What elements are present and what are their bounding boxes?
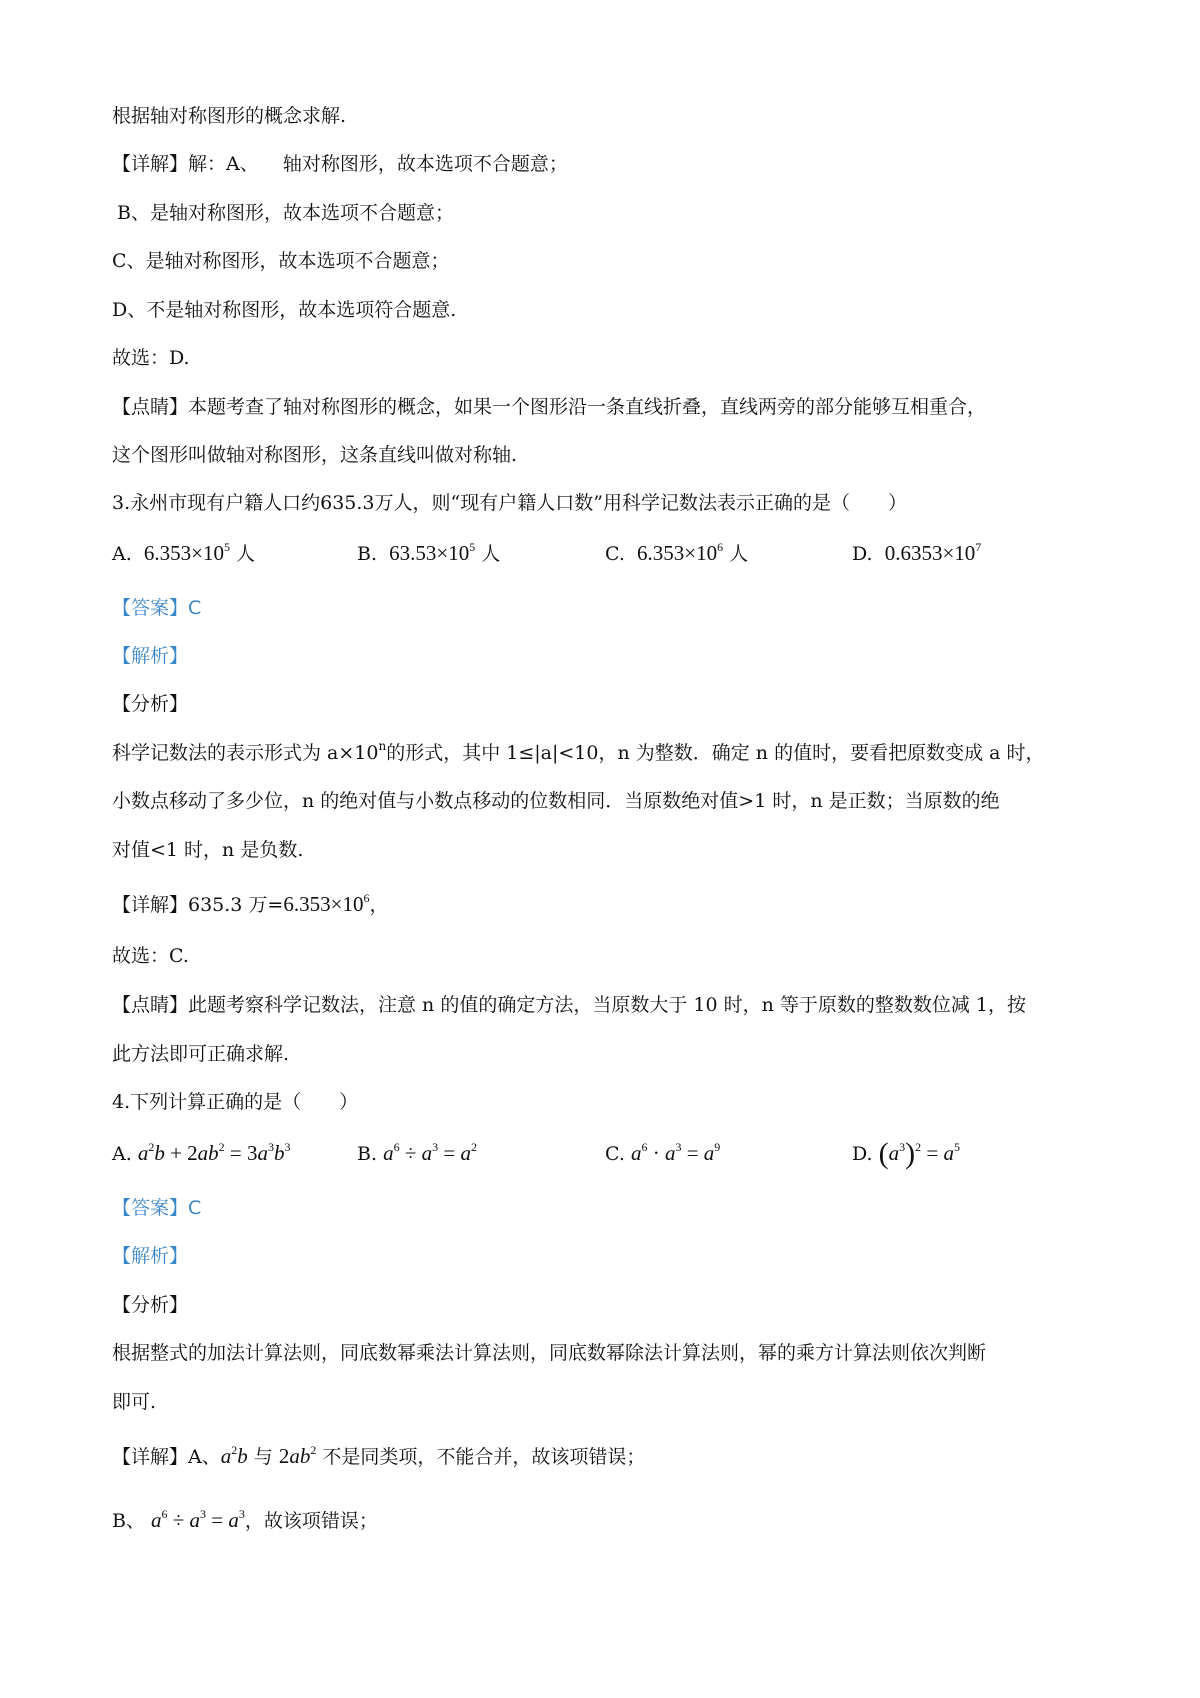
q3-fenxi-line1: 科学记数法的表示形式为 $a\times 10^n$的形式，其中 1≤|a|<10，n 为整数．确定 n 的值时，要看把原数变成 a 时， (112, 739, 1045, 764)
q4-option-b: B. $a^6 \div a^3 = a^2$ (357, 1140, 477, 1165)
q4-detail-a: 【详解】A、$a^2b$ 与 $2ab^2$ 不是同类项，不能合并，故该项错误； (112, 1443, 646, 1468)
q3-option-b: B. $63.53\times 10^5$ 人 (357, 540, 501, 565)
q2-detail-a: 【详解】解：A、 轴对称图形，故本选项不合题意； (112, 153, 568, 175)
q4-detail-b: B、 $a^6 \div a^3 = a^3$，故该项错误； (112, 1507, 378, 1532)
q3-question: 3.永州市现有户籍人口约635.3万人，则“现有户籍人口数”用科学记数法表示正确的是（ ） (112, 492, 907, 514)
q3-comment-line2: 此方法即可正确求解. (112, 1043, 290, 1065)
q4-option-a: A. $a^2b + 2ab^2 = 3a^3b^3$ (112, 1140, 291, 1165)
q4-fenxi-line2: 即可. (112, 1391, 157, 1413)
q3-comment-line1: 【点睛】此题考察科学记数法，注意 n 的值的确定方法，当原数大于 10 时，n 等于原数的整数数位减 1，按 (112, 994, 1026, 1016)
q3-fenxi-line3: 对值<1 时，n 是负数. (112, 839, 304, 861)
q4-analysis-label: 【解析】 (112, 1245, 189, 1267)
q2-detail-b: B、是轴对称图形，故本选项不合题意； (117, 202, 454, 224)
q3-option-d: D. $0.6353\times 10^7$ (852, 540, 982, 565)
q2-detail-d: D、不是轴对称图形，故本选项符合题意. (112, 299, 457, 321)
q2-detail-c: C、是轴对称图形，故本选项不合题意； (112, 250, 450, 272)
q4-fenxi-line1: 根据整式的加法计算法则，同底数幂乘法计算法则，同底数幂除法计算法则，幂的乘方计算法则依次判断 (112, 1342, 987, 1364)
q3-detail: 【详解】635.3 万$=6.353\times 10^6$， (112, 891, 389, 916)
q2-comment-line1: 【点睛】本题考查了轴对称图形的概念，如果一个图形沿一条直线折叠，直线两旁的部分能够互相重合， (112, 396, 987, 418)
q2-choose: 故选：D. (112, 347, 190, 369)
q3-answer: 【答案】C (112, 597, 202, 619)
q4-option-d: D. $(a^3)^2 = a^5$ (852, 1137, 960, 1170)
q2-comment-line2: 这个图形叫做轴对称图形，这条直线叫做对称轴. (112, 444, 518, 466)
q3-fenxi-line2: 小数点移动了多少位，n 的绝对值与小数点移动的位数相同．当原数绝对值>1 时，n 是正数；当原数的绝 (112, 790, 1000, 812)
q4-option-c: C. $a^6 \cdot a^3 = a^9$ (605, 1140, 721, 1165)
q3-analysis-label: 【解析】 (112, 645, 189, 667)
q4-question: 4.下列计算正确的是（ ） (112, 1091, 359, 1113)
q3-option-c: C. $6.353\times 10^6$ 人 (605, 540, 749, 565)
q4-answer: 【答案】C (112, 1197, 202, 1219)
q4-fenxi-label: 【分析】 (112, 1294, 189, 1316)
q3-option-a: A. $6.353\times 10^5$ 人 (112, 540, 256, 565)
q3-fenxi-label: 【分析】 (112, 693, 189, 715)
q3-choose: 故选：C. (112, 945, 189, 967)
q2-intro: 根据轴对称图形的概念求解. (112, 105, 347, 127)
